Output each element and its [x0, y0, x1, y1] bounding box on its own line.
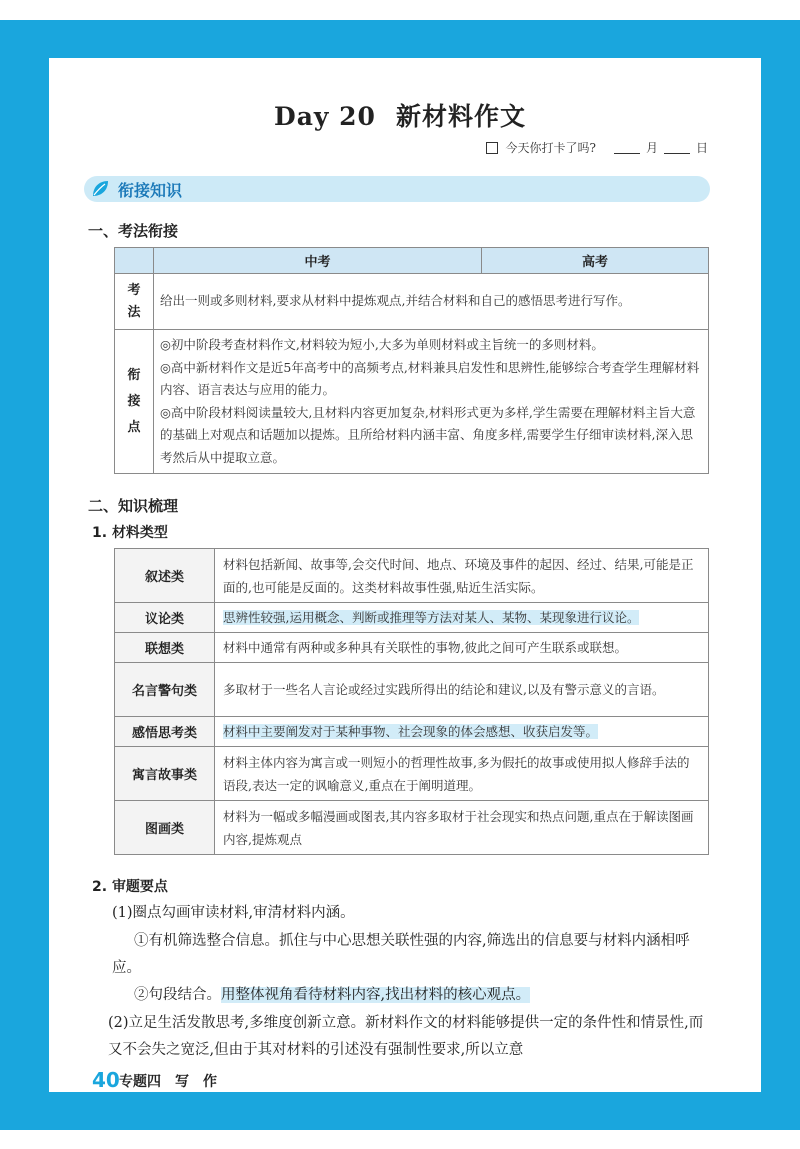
type-name: 感悟思考类: [115, 717, 215, 747]
section-banner-label: 衔接知识: [118, 181, 183, 200]
point-2: (2)立足生活发散思考,多维度创新立意。新材料作文的材料能够提供一定的条件性和情景性,而又不会失之宽泛,但由于其对材料的引述没有强制性要求,所以立意: [108, 1015, 704, 1058]
table-corner: [115, 248, 154, 274]
sub-num: 1.: [92, 525, 108, 541]
row-label-char: 法: [127, 304, 141, 320]
link-point: ◎高中新材料作文是近5年高考中的高频考点,材料兼具启发性和思辨性,能够综合考查学生理解材料内容、语言表达与应用的能力。: [160, 359, 700, 397]
point-1a: ①有机筛选整合信息。抓住与中心思想关联性强的内容,筛选出的信息要与材料内涵相呼应。: [112, 933, 690, 976]
col-header-gaokao: 高考: [482, 248, 709, 274]
type-desc: [215, 603, 709, 633]
chapter-word: 作: [203, 1074, 217, 1090]
heading-knowledge: 二、知识梳理: [88, 497, 179, 515]
title-topic: 新材料作文: [395, 102, 526, 131]
type-desc: 材料为一幅或多幅漫画或图表,其内容多取材于社会现实和热点问题,重点在于解读图画内容,提炼观点: [215, 801, 709, 855]
checkin-prompt: 今天你打卡了吗?: [505, 141, 596, 155]
col-header-zhongkao: 中考: [154, 248, 482, 274]
page-frame-left: [0, 20, 49, 1130]
type-name: 联想类: [115, 633, 215, 663]
type-name: 名言警句类: [115, 663, 215, 717]
row-label-char: 接: [127, 393, 141, 409]
checkin-checkbox[interactable]: [486, 142, 498, 154]
checkin-line: [486, 139, 708, 156]
page-frame-bottom: [0, 1092, 800, 1130]
row-label-char: 点: [127, 419, 141, 435]
kaofa-text: 给出一则或多则材料,要求从材料中提炼观点,并结合材料和自己的感悟思考进行写作。: [154, 274, 709, 330]
highlighted-text: 用整体视角看待材料内容,找出材料的核心观点。: [221, 987, 531, 1003]
day-label: 日: [695, 141, 708, 155]
footer-chapter: [119, 1071, 217, 1091]
month-blank[interactable]: [614, 141, 640, 154]
point-1b: [134, 982, 714, 1009]
sub-title: 材料类型: [111, 525, 168, 541]
row-label-kaofa: [115, 274, 154, 330]
highlighted-text: 思辨性较强,运用概念、判断或推理等方法对某人、某物、某现象进行议论。: [223, 610, 640, 625]
page-title: [0, 97, 800, 133]
link-point: ◎高中阶段材料阅读量较大,且材料内容更加复杂,材料形式更为多样,学生需要在理解材料主旨大意的基础上对观点和话题加以提炼。且所给材料内涵丰富、角度多样,需要学生仔细审读材料,深入思考然后从中提取立意。: [160, 404, 696, 465]
sub-title: 审题要点: [111, 879, 168, 895]
chapter-name: 专题四: [119, 1074, 161, 1090]
type-desc: 材料中通常有两种或多种具有关联性的事物,彼此之间可产生联系或联想。: [215, 633, 709, 663]
link-point: ◎初中阶段考查材料作文,材料较为短小,大多为单则材料或主旨统一的多则材料。: [160, 337, 604, 352]
type-name: 寓言故事类: [115, 747, 215, 801]
page-frame-right: [761, 20, 800, 1130]
row-label-char: 考: [127, 282, 141, 298]
type-desc: 多取材于一些名人言论或经过实践所得出的结论和建议,以及有警示意义的言语。: [215, 663, 709, 717]
row-label-char: 衔: [127, 367, 141, 383]
leaf-icon: [90, 179, 110, 199]
xianjiedian-cell: [154, 330, 709, 474]
heading-exam-link: 一、考法衔接: [88, 222, 179, 240]
title-day: Day 20: [274, 102, 376, 131]
month-label: 月: [645, 141, 658, 155]
type-desc: 材料主体内容为寓言或一则短小的哲理性故事,多为假托的故事或使用拟人修辞手法的语段,表达一定的讽喻意义,重点在于阐明道理。: [215, 747, 709, 801]
type-name: 叙述类: [115, 549, 215, 603]
page-number: 40: [92, 1068, 120, 1092]
material-types-table: [114, 548, 709, 855]
row-label-xianjiedian: [115, 330, 154, 474]
chapter-word: 写: [175, 1074, 189, 1090]
point-1b-lead: ②句段结合。: [134, 987, 221, 1003]
highlighted-text: 材料中主要阐发对于某种事物、社会现象的体会感想、收获启发等。: [223, 724, 599, 739]
type-desc: [215, 717, 709, 747]
page-frame-top: [0, 20, 800, 58]
point-1: (1)圈点勾画审读材料,审清材料内涵。: [112, 905, 355, 921]
heading-review-points: [92, 876, 168, 896]
sub-num: 2.: [92, 879, 108, 895]
day-blank[interactable]: [664, 141, 690, 154]
type-name: 图画类: [115, 801, 215, 855]
type-desc: 材料包括新闻、故事等,会交代时间、地点、环境及事件的起因、经过、结果,可能是正面的,也可能是反面的。这类材料故事性强,贴近生活实际。: [215, 549, 709, 603]
heading-material-types: [92, 522, 168, 542]
type-name: 议论类: [115, 603, 215, 633]
exam-link-table: [114, 247, 709, 474]
